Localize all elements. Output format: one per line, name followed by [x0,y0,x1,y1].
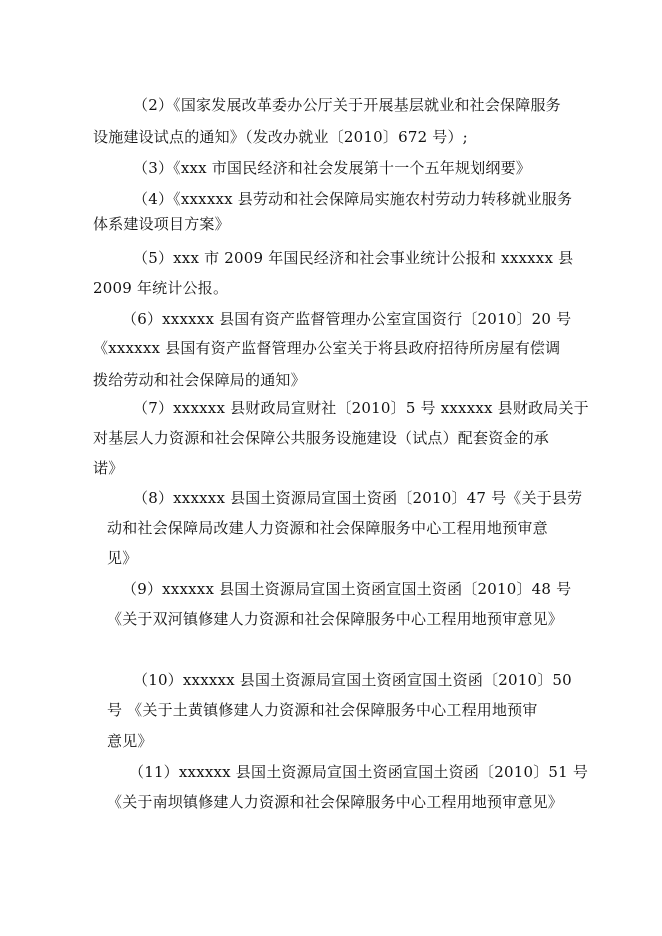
item-8-line-1: （8）xxxxxx 县国土资源局宣国土资函〔2010〕47 号《关于县劳 [133,489,583,507]
item-4-line-2: 体系建设项目方案》 [93,215,230,233]
item-4-line-1: （4）《xxxxxx 县劳动和社会保障局实施农村劳动力转移就业服务 [133,190,573,208]
item-10-line-3: 意见》 [107,732,153,750]
item-11-line-1: （11）xxxxxx 县国土资源局宣国土资函宣国土资函〔2010〕51 号 [129,763,589,781]
item-6-line-3: 拨给劳动和社会保障局的通知》 [93,371,306,389]
item-11-line-2: 《关于南坝镇修建人力资源和社会保障服务中心工程用地预审意见》 [107,793,564,811]
item-9-line-2: 《关于双河镇修建人力资源和社会保障服务中心工程用地预审意见》 [107,610,564,628]
item-10-line-2: 号 《关于土黄镇修建人力资源和社会保障服务中心工程用地预审 [107,701,538,719]
item-2-line-1: （2）《国家发展改革委办公厅关于开展基层就业和社会保障服务 [133,96,561,114]
item-3-line-1: （3）《xxx 市国民经济和社会发展第十一个五年规划纲要》 [133,159,531,177]
item-8-line-2: 动和社会保障局改建人力资源和社会保障服务中心工程用地预审意 [107,519,548,537]
item-8-line-3: 见》 [107,549,138,567]
item-5-line-1: （5）xxx 市 2009 年国民经济和社会事业统计公报和 xxxxxx 县 [133,249,574,267]
item-9-line-1: （9）xxxxxx 县国土资源局宣国土资函宣国土资函〔2010〕48 号 [122,580,572,598]
item-10-line-1: （10）xxxxxx 县国土资源局宣国土资函宣国土资函〔2010〕50 [133,671,572,689]
item-6-line-1: （6）xxxxxx 县国有资产监督管理办公室宣国资行〔2010〕20 号 [122,310,572,328]
item-7-line-2: 对基层人力资源和社会保障公共服务设施建设（试点）配套资金的承 [93,429,550,447]
item-6-line-2: 《xxxxxx 县国有资产监督管理办公室关于将县政府招待所房屋有偿调 [93,339,561,357]
item-7-line-3: 诺》 [93,459,124,477]
item-2-line-2: 设施建设试点的通知》（发改办就业〔2010〕672 号）; [93,128,468,146]
item-5-line-2: 2009 年统计公报。 [93,279,229,297]
item-7-line-1: （7）xxxxxx 县财政局宣财社〔2010〕5 号 xxxxxx 县财政局关于 [133,399,589,417]
